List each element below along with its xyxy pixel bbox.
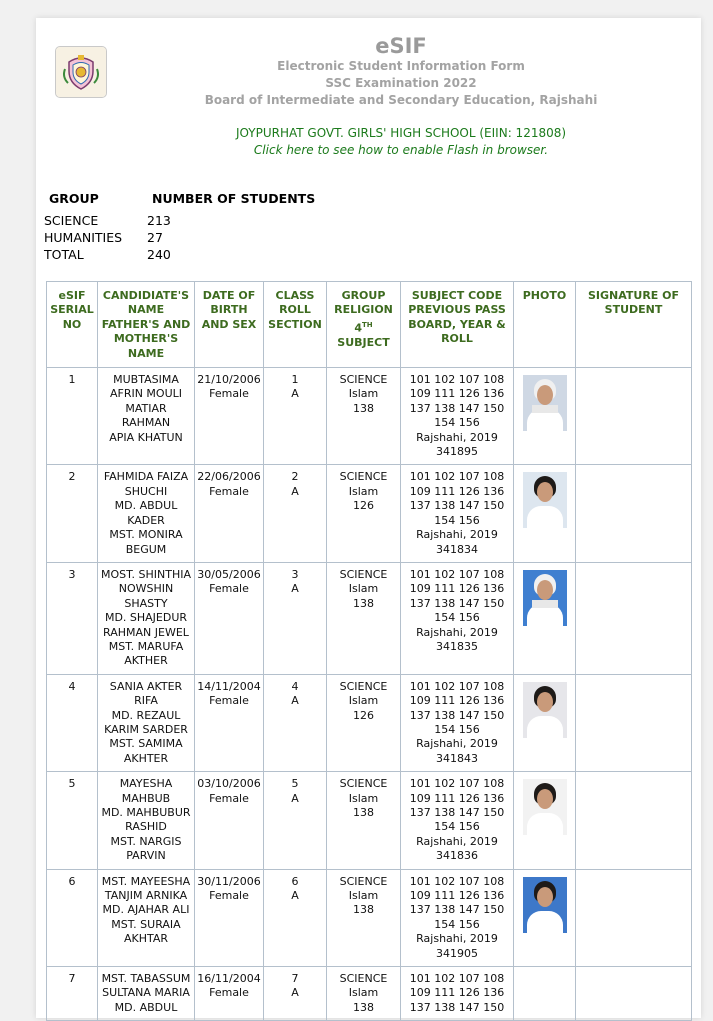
col-roll: CLASS ROLL SECTION [264, 282, 327, 368]
birth-date: 14/11/2004 [197, 679, 261, 693]
name-cell [98, 772, 195, 869]
subject-codes: 101 102 107 108 109 111 126 136 137 138 147 150 154 156 [409, 679, 505, 736]
group: SCIENCE [339, 777, 388, 791]
subject-cell [401, 772, 514, 869]
fourth-subject: 138 [353, 401, 374, 415]
group-cell [327, 869, 401, 966]
class-roll: 7 [291, 972, 299, 986]
col-photo: PHOTO [514, 282, 576, 368]
candidate-name: FAHMIDA FAIZA SHUCHI [103, 470, 189, 498]
sex: Female [209, 791, 249, 805]
photo-cell [514, 562, 576, 674]
father-name: MD. ABDUL [114, 1000, 178, 1014]
mother-name: MST. SAMIMA AKHTER [109, 737, 183, 765]
col-dob: DATE OF BIRTH AND SEX [195, 282, 264, 368]
previous-board-year: Rajshahi, 2019 [416, 737, 498, 751]
subject-codes: 101 102 107 108 109 111 126 136 137 138 147 150 154 156 [409, 567, 505, 625]
board-name: Board of Intermediate and Secondary Education, Rajshahi [204, 93, 598, 107]
sex: Female [209, 387, 249, 401]
group: SCIENCE [339, 679, 388, 693]
dob-cell [195, 368, 264, 465]
section: A [291, 694, 299, 708]
group: SCIENCE [339, 567, 388, 581]
subject-cell [401, 368, 514, 465]
roll-cell [264, 674, 327, 771]
student-photo [523, 779, 567, 835]
section: A [291, 582, 299, 596]
table-row [47, 674, 692, 771]
group-cell [327, 368, 401, 465]
previous-roll: 341836 [436, 849, 478, 863]
serial-cell: 6 [47, 869, 98, 966]
signature-cell [576, 869, 692, 966]
sex: Female [209, 889, 249, 903]
col-subject: SUBJECT CODE PREVIOUS PASS BOARD, YEAR & ROLL [401, 282, 514, 368]
form-name: Electronic Student Information Form [277, 59, 525, 73]
board-crest-icon [56, 47, 106, 97]
mother-name: APIA KHATUN [109, 430, 183, 444]
sex: Female [209, 484, 249, 498]
name-cell [98, 674, 195, 771]
serial-cell: 2 [47, 465, 98, 562]
dob-cell [195, 772, 264, 869]
group: SCIENCE [339, 874, 388, 888]
group: SCIENCE [339, 373, 388, 387]
name-cell [98, 869, 195, 966]
photo-cell [514, 869, 576, 966]
candidate-name: MOST. SHINTHIA NOWSHIN SHASTY [100, 567, 192, 610]
previous-roll: 341835 [436, 639, 478, 653]
student-table [46, 281, 692, 1021]
group: SCIENCE [339, 470, 388, 484]
father-name: MATIAR RAHMAN [121, 401, 171, 430]
mother-name: MST. SURAIA AKHTAR [111, 917, 181, 946]
subject-cell [401, 465, 514, 562]
previous-board-year: Rajshahi, 2019 [416, 528, 498, 542]
group-cell [327, 562, 401, 674]
page-title: eSIF [375, 34, 427, 58]
serial-cell: 4 [47, 674, 98, 771]
class-roll: 4 [291, 679, 299, 693]
religion: Islam [348, 889, 379, 903]
summary-count-humanities: 27 [147, 230, 163, 245]
birth-date: 22/06/2006 [197, 470, 261, 484]
col-name: CANDIDIATE'S NAME FATHER'S AND MOTHER'S NAME [98, 282, 195, 368]
flash-help-link[interactable]: Click here to see how to enable Flash in browser. [253, 143, 549, 157]
roll-cell [264, 772, 327, 869]
table-row [47, 562, 692, 674]
previous-board-year: Rajshahi, 2019 [416, 834, 498, 848]
photo-cell [514, 674, 576, 771]
previous-roll: 341905 [436, 946, 478, 960]
subject-codes: 101 102 107 108 109 111 126 136 137 138 147 150 154 156 [409, 874, 505, 931]
dob-cell [195, 967, 264, 1021]
birth-date: 30/11/2006 [197, 874, 261, 888]
serial-cell: 5 [47, 772, 98, 869]
dob-cell [195, 869, 264, 966]
father-name: MD. REZAUL KARIM SARDER [104, 708, 188, 736]
section: A [291, 484, 299, 498]
birth-date: 21/10/2006 [197, 373, 261, 387]
previous-board-year: Rajshahi, 2019 [416, 932, 498, 946]
candidate-name: MAYESHA MAHBUB [119, 777, 173, 805]
subject-codes: 101 102 107 108 109 111 126 136 137 138 147 150 154 156 [409, 470, 505, 527]
religion: Islam [348, 387, 379, 401]
class-roll: 3 [291, 567, 299, 581]
table-row [47, 772, 692, 869]
student-photo [523, 472, 567, 528]
summary-count-total: 240 [147, 247, 171, 262]
previous-board-year: Rajshahi, 2019 [416, 430, 498, 444]
birth-date: 16/11/2004 [197, 972, 261, 986]
class-roll: 1 [291, 373, 299, 387]
student-photo [523, 375, 567, 431]
photo-cell [514, 772, 576, 869]
previous-roll: 341843 [436, 751, 478, 765]
sex: Female [209, 986, 249, 1000]
fourth-subject: 138 [353, 806, 374, 819]
section: A [291, 986, 299, 1000]
subject-codes: 101 102 107 108 109 111 126 136 137 138 147 150 [409, 972, 505, 1014]
student-photo [523, 877, 567, 933]
name-cell [98, 465, 195, 562]
col-signature: SIGNATURE OF STUDENT [576, 282, 692, 368]
summary-count-header: NUMBER OF STUDENTS [152, 191, 316, 206]
serial-cell: 1 [47, 368, 98, 465]
col-group: GROUP RELIGION 4TH SUBJECT [327, 282, 401, 368]
religion: Islam [348, 986, 379, 1000]
candidate-name: SANIA AKTER RIFA [109, 679, 183, 708]
photo-cell [514, 465, 576, 562]
name-cell [98, 967, 195, 1021]
subject-cell [401, 869, 514, 966]
religion: Islam [348, 791, 379, 805]
father-name: MD. AJAHAR ALI [102, 903, 190, 917]
exam-name: SSC Examination 2022 [325, 76, 477, 90]
table-header-row [47, 282, 692, 368]
group: SCIENCE [339, 972, 388, 986]
mother-name: MST. MONIRA BEGUM [109, 528, 183, 556]
name-cell [98, 562, 195, 674]
fourth-subject: 126 [353, 499, 374, 513]
dob-cell [195, 465, 264, 562]
table-row [47, 368, 692, 465]
candidate-name: MST. MAYEESHA TANJIM ARNIKA [101, 874, 191, 903]
candidate-name: MST. TABASSUM SULTANA MARIA [101, 972, 191, 1000]
subject-codes: 101 102 107 108 109 111 126 136 137 138 147 150 154 156 [409, 373, 505, 430]
previous-roll: 341895 [436, 445, 478, 459]
sex: Female [209, 694, 249, 708]
serial-cell: 7 [47, 967, 98, 1021]
signature-cell [576, 674, 692, 771]
class-roll: 2 [291, 470, 299, 484]
col-serial: eSIF SERIAL NO [47, 282, 98, 368]
photo-cell [514, 967, 576, 1021]
student-photo [523, 682, 567, 738]
subject-cell [401, 562, 514, 674]
religion: Islam [348, 484, 379, 498]
signature-cell [576, 465, 692, 562]
signature-cell [576, 967, 692, 1021]
dob-cell [195, 674, 264, 771]
roll-cell [264, 368, 327, 465]
summary-group-humanities: HUMANITIES [44, 230, 123, 245]
group-cell [327, 772, 401, 869]
signature-cell [576, 368, 692, 465]
signature-cell [576, 772, 692, 869]
table-row [47, 967, 692, 1021]
sex: Female [209, 582, 249, 596]
previous-roll: 341834 [436, 542, 478, 556]
fourth-subject: 138 [353, 1000, 374, 1014]
serial-cell: 3 [47, 562, 98, 674]
summary-group-total: TOTAL [44, 247, 84, 262]
birth-date: 30/05/2006 [197, 567, 261, 581]
mother-name: MST. NARGIS PARVIN [110, 834, 182, 863]
subject-cell [401, 967, 514, 1021]
religion: Islam [348, 582, 379, 596]
form-page [36, 18, 701, 1018]
subject-cell [401, 674, 514, 771]
summary-count-science: 213 [147, 213, 171, 228]
summary-group-header: GROUP [49, 191, 99, 206]
religion: Islam [348, 694, 379, 708]
photo-cell [514, 368, 576, 465]
fourth-subject: 138 [353, 903, 374, 917]
previous-board-year: Rajshahi, 2019 [416, 625, 498, 639]
summary-group-science: SCIENCE [44, 213, 99, 228]
subject-codes: 101 102 107 108 109 111 126 136 137 138 147 150 154 156 [409, 777, 505, 834]
roll-cell [264, 562, 327, 674]
class-roll: 5 [291, 777, 299, 791]
fourth-subject: 126 [353, 708, 374, 722]
class-roll: 6 [291, 874, 299, 888]
table-row [47, 465, 692, 562]
name-cell [98, 368, 195, 465]
group-cell [327, 674, 401, 771]
board-logo [55, 46, 107, 98]
roll-cell [264, 967, 327, 1021]
table-row [47, 869, 692, 966]
father-name: MD. SHAJEDUR RAHMAN JEWEL [103, 611, 189, 639]
signature-cell [576, 562, 692, 674]
section: A [291, 791, 299, 805]
roll-cell [264, 465, 327, 562]
school-name: JOYPURHAT GOVT. GIRLS' HIGH SCHOOL (EIIN: 121808) [235, 126, 567, 140]
dob-cell [195, 562, 264, 674]
father-name: MD. ABDUL KADER [114, 499, 178, 527]
candidate-name: MUBTASIMA AFRIN MOULI [109, 373, 183, 401]
roll-cell [264, 869, 327, 966]
fourth-subject: 138 [353, 596, 374, 610]
student-photo [523, 570, 567, 626]
father-name: MD. MAHBUBUR RASHID [101, 806, 191, 834]
group-cell [327, 967, 401, 1021]
birth-date: 03/10/2006 [197, 777, 261, 791]
section: A [291, 387, 299, 401]
mother-name: MST. MARUFA AKTHER [108, 639, 184, 668]
group-cell [327, 465, 401, 562]
section: A [291, 889, 299, 903]
